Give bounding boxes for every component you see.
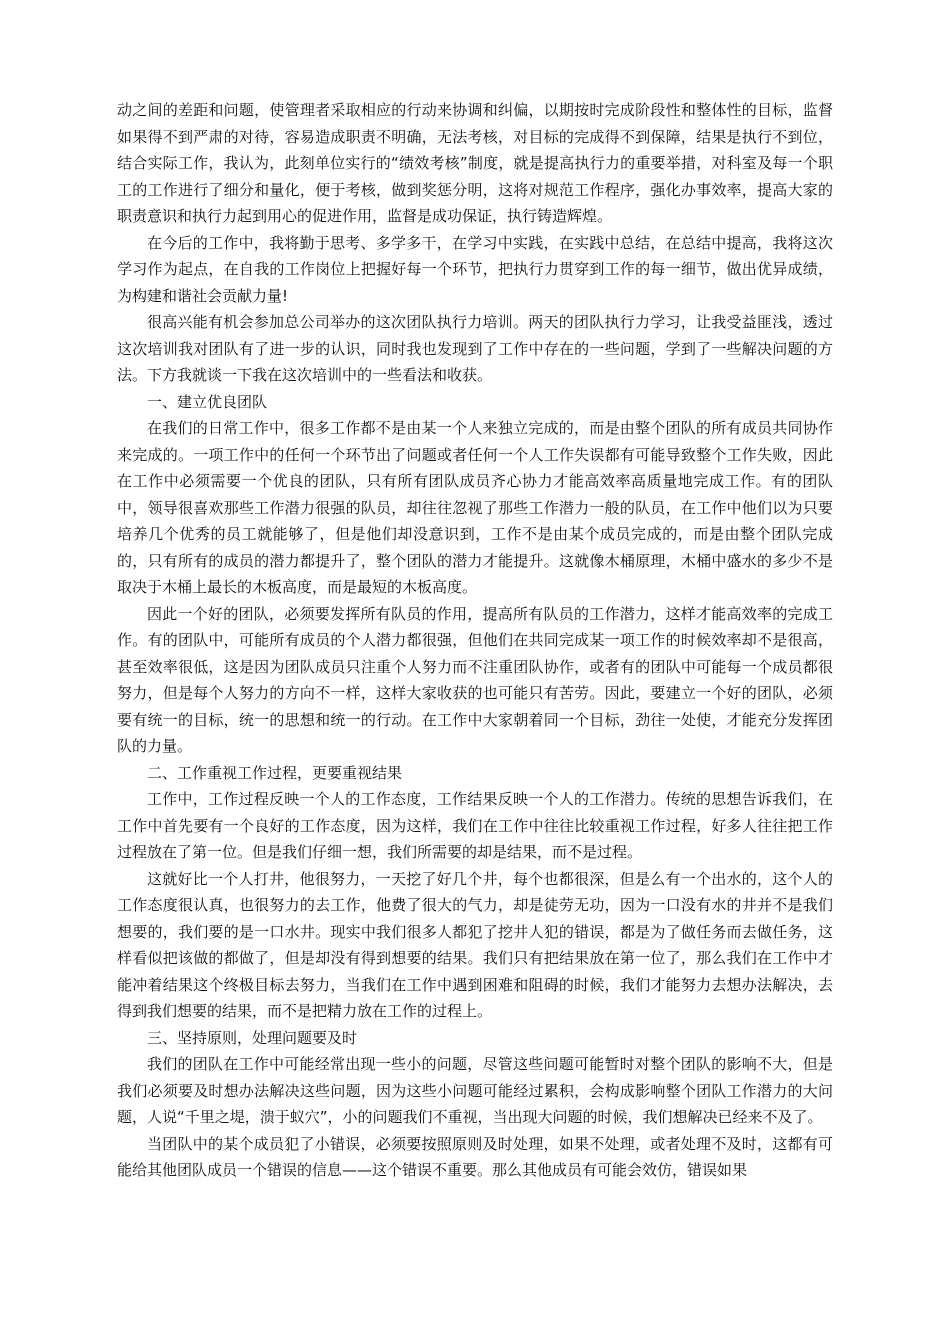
paragraph-continuation: 动之间的差距和问题，使管理者采取相应的行动来协调和纠偏，以期按时完成阶段性和整体性的目标，监督如果得不到严肃的对待，容易造成职责不明确，无法考核，对目标的完成得不到保障，结果是执行不到位，结合实际工作，我认为，此刻单位实行的“绩效考核”制度，就是提高执行力的重要举措，对科室及每一个职工的工作进行了细分和量化，便于考核，做到奖惩分明，这将对规范工作程序，强化办事效率，提高大家的职责意识和执行力起到用心的促进作用，监督是成功保证，执行铸造辉煌。	[117, 101, 834, 225]
section-heading-3: 三、坚持原则，处理问题要及时	[147, 1028, 358, 1047]
paragraph-member-errors: 当团队中的某个成员犯了小错误，必须要按照原则及时处理，如果不处理，或者处理不及时，这都有可能给其他团队成员一个错误的信息——这个错误不重要。那么其他成员有可能会效仿，错误如果	[117, 1134, 833, 1179]
paragraph-well-digging: 这就好比一个人打井，他很努力，一天挖了好几个井，每个也都很深，但是么有一个出水的，这个人的工作态度很认真，也很努力的去工作，他费了很大的气力，却是徒劳无功，因为一口没有水的井并不是我们想要的，我们要的是一口水井。现实中我们很多人都犯了挖井人犯的错误，都是为了做任务而去做任务，这样看似把该做的都做了，但是却没有得到想要的结果。我们只有把结果放在第一位了，那么我们在工作中才能冲着结果这个终极目标去努力，当我们在工作中遇到困难和阻碍的时候，我们才能努力去想办法解决，去得到我们想要的结果，而不是把精力放在工作的过程上。	[117, 869, 833, 1020]
paragraph-training-intro: 很高兴能有机会参加总公司举办的这次团队执行力培训。两天的团队执行力学习，让我受益匪浅，透过这次培训我对团队有了进一步的认识，同时我也发现到了工作中存在的一些问题，学到了一些解决问题的方法。下方我就谈一下我在这次培训中的一些看法和收获。	[117, 313, 833, 384]
section-heading-1: 一、建立优良团队	[147, 392, 268, 411]
paragraph-process-vs-result: 工作中，工作过程反映一个人的工作态度，工作结果反映一个人的工作潜力。传统的思想告诉我们，在工作中首先要有一个良好的工作态度，因为这样，我们在工作中往往比较重视工作过程，好多人往往把工作过程放在了第一位。但是我们仔细一想，我们所需要的却是结果，而不是过程。	[117, 790, 833, 861]
paragraph-team-potential: 因此一个好的团队，必须要发挥所有队员的作用，提高所有队员的工作潜力，这样才能高效率的完成工作。有的团队中，可能所有成员的个人潜力都很强，但他们在共同完成某一项工作的时候效率却不是很高，甚至效率很低，这是因为团队成员只注重个人努力而不注重团队协作，或者有的团队中可能每一个成员都很努力，但是每个人努力的方向不一样，这样大家收获的也可能只有苦劳。因此，要建立一个好的团队，必须要有统一的目标，统一的思想和统一的行动。在工作中大家朝着同一个目标，劲往一处使，才能充分发挥团队的力量。	[117, 604, 833, 755]
section-heading-2: 二、工作重视工作过程，更要重视结果	[147, 763, 403, 782]
paragraph-future-work: 在今后的工作中，我将勤于思考、多学多干，在学习中实践，在实践中总结，在总结中提高，我将这次学习作为起点，在自我的工作岗位上把握好每一个环节，把执行力贯穿到工作的每一细节，做出优异成绩，为构建和谐社会贡献力量!	[117, 233, 833, 305]
paragraph-team-collaboration: 在我们的日常工作中，很多工作都不是由某一个人来独立完成的，而是由整个团队的所有成员共同协作来完成的。一项工作中的任何一个环节出了问题或者任何一个人工作失误都有可能导致整个工作失败，因此在工作中必须需要一个优良的团队，只有所有团队成员齐心协力才能高效率高质量地完成工作。有的团队中，领导很喜欢那些工作潜力很强的队员，却往往忽视了那些工作潜力一般的队员，在工作中他们以为只要培养几个优秀的员工就能够了，但是他们却没意识到，工作不是由某个成员完成的，而是由整个团队完成的，只有所有的成员的潜力都提升了，整个团队的潜力才能提升。这就像木桶原理，木桶中盛水的多少不是取决于木桶上最长的木板高度，而是最短的木板高度。	[117, 419, 833, 596]
paragraph-small-problems: 我们的团队在工作中可能经常出现一些小的问题，尽管这些问题可能暂时对整个团队的影响不大，但是我们必须要及时想办法解决这些问题，因为这些小问题可能经过累积，会构成影响整个团队工作潜力的大问题，人说“千里之堤，溃于蚁穴”，小的问题我们不重视，当出现大问题的时候，我们想解决已经来不及了。	[117, 1055, 833, 1126]
document-page	[117, 97, 833, 1184]
